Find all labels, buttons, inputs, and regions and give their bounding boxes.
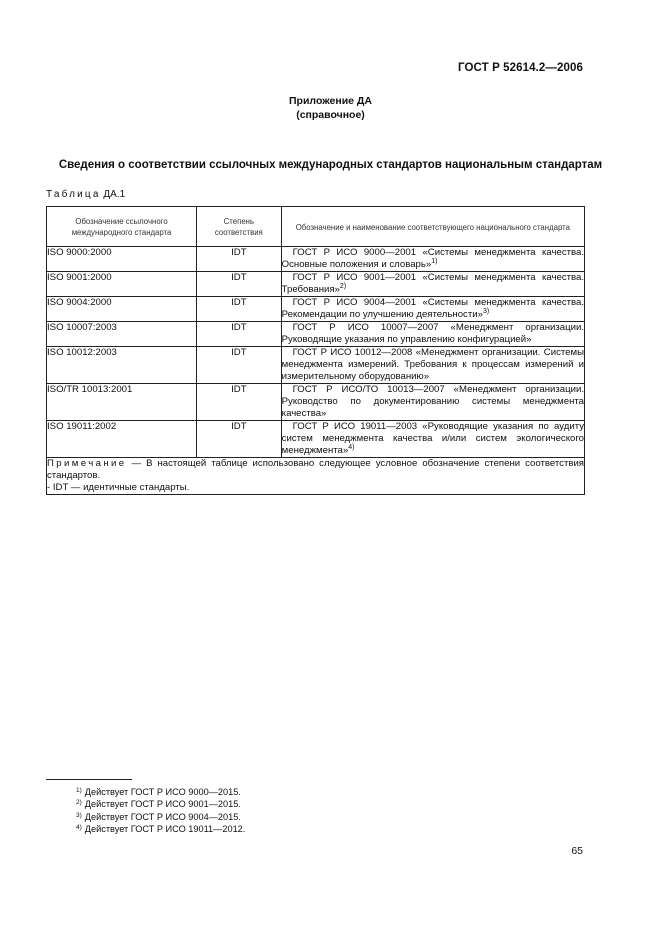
table-row — [47, 272, 585, 297]
table-note — [47, 458, 585, 495]
header-degree: Степень соответствия — [197, 207, 282, 247]
table-label-word: Таблица — [46, 189, 101, 200]
appendix-subtitle: (справочное) — [296, 109, 365, 121]
table-row — [47, 347, 585, 384]
row-degree: IDT — [197, 322, 282, 347]
footnote — [76, 811, 245, 823]
header-intl-standard: Обозначение ссылочного международного стандарта — [47, 207, 197, 247]
row-description — [281, 384, 584, 421]
row-code: ISO 10007:2003 — [47, 322, 197, 347]
row-code: ISO 9001:2000 — [47, 272, 197, 297]
document-id: ГОСТ Р 52614.2—2006 — [458, 62, 583, 74]
footnote-ref: 4) — [348, 444, 355, 451]
row-description-text: ГОСТ Р ИСО 10007—2007 «Менеджмент организации. Руководящие указания по управлению конфигурацией» — [281, 322, 584, 345]
row-description-text: ГОСТ Р ИСО 19011—2003 «Руководящие указания по аудиту систем менеджмента качества и/или систем экологического менеджмента» — [281, 421, 584, 456]
footnote — [76, 786, 245, 798]
row-description-text: ГОСТ Р ИСО 9001—2001 «Системы менеджмента качества. Требования» — [281, 272, 584, 295]
footnote-ref: 2) — [339, 283, 347, 290]
section-title: Сведения о соответствии ссылочных международных стандартов национальным стандартам — [58, 159, 603, 171]
row-degree: IDT — [197, 347, 282, 384]
footnote — [76, 823, 245, 835]
footnote — [76, 798, 245, 810]
row-description-text: ГОСТ Р ИСО 10012—2008 «Менеджмент организации. Системы менеджмента измерений. Требования к процессам измерений и измерительному оборудованию» — [281, 347, 584, 382]
row-degree: IDT — [197, 384, 282, 421]
header-national-standard: Обозначение и наименование соответствующего национального стандарта — [281, 207, 584, 247]
row-description-text: ГОСТ Р ИСО 9004—2001 «Системы менеджмента качества. Рекомендации по улучшению деятельности» — [281, 297, 584, 320]
table-label — [46, 189, 125, 200]
table-row — [47, 297, 585, 322]
footnote-mark: 3) — [76, 811, 82, 819]
table-note-row — [47, 458, 585, 495]
footnote-text: Действует ГОСТ Р ИСО 9000—2015. — [84, 787, 241, 797]
footnote-mark: 1) — [76, 787, 82, 794]
row-description — [281, 272, 584, 297]
footnote-text: Действует ГОСТ Р ИСО 9004—2015. — [84, 811, 241, 822]
table-row — [47, 322, 585, 347]
row-description — [281, 421, 584, 458]
row-code: ISO 9004:2000 — [47, 297, 197, 322]
correspondence-table — [46, 206, 585, 495]
footnote-ref: 3) — [482, 308, 490, 315]
row-code: ISO/TR 10013:2001 — [47, 384, 197, 421]
table-row — [47, 384, 585, 421]
footnote-divider — [46, 779, 132, 780]
footnote-text: Действует ГОСТ Р ИСО 19011—2012. — [84, 824, 246, 835]
row-code: ISO 10012:2003 — [47, 347, 197, 384]
row-code: ISO 19011:2002 — [47, 421, 197, 458]
row-degree: IDT — [197, 297, 282, 322]
row-description-text: ГОСТ Р ИСО/ТО 10013—2007 «Менеджмент организации. Руководство по документированию системы менеджмента качества» — [281, 384, 584, 419]
note-text: — В настоящей таблице использовано следующее условное обозначение степени соответствия стандартов. — [47, 458, 584, 481]
table-label-number: ДА.1 — [103, 189, 126, 200]
appendix-title: Приложение ДА — [289, 95, 372, 107]
footnote-text: Действует ГОСТ Р ИСО 9001—2015. — [84, 799, 241, 810]
row-description — [281, 247, 584, 272]
row-description — [281, 322, 584, 347]
row-degree: IDT — [197, 272, 282, 297]
table-header-row — [47, 207, 585, 247]
footnote-mark: 4) — [76, 824, 82, 832]
page-number: 65 — [571, 845, 583, 857]
row-description — [281, 347, 584, 384]
row-description-text: ГОСТ Р ИСО 9000—2001 «Системы менеджмента качества. Основные положения и словарь» — [281, 247, 584, 270]
table-row — [47, 421, 585, 458]
note-item: - IDT — идентичные стандарты. — [47, 482, 190, 493]
footnote-ref: 1) — [431, 258, 438, 265]
note-label: Примечание — [47, 458, 127, 469]
row-degree: IDT — [197, 247, 282, 272]
footnote-mark: 2) — [76, 799, 82, 807]
appendix-heading — [0, 94, 661, 122]
row-code: ISO 9000:2000 — [47, 247, 197, 272]
row-degree: IDT — [197, 421, 282, 458]
row-description — [281, 297, 584, 322]
footnotes — [76, 786, 245, 836]
table-row — [47, 247, 585, 272]
